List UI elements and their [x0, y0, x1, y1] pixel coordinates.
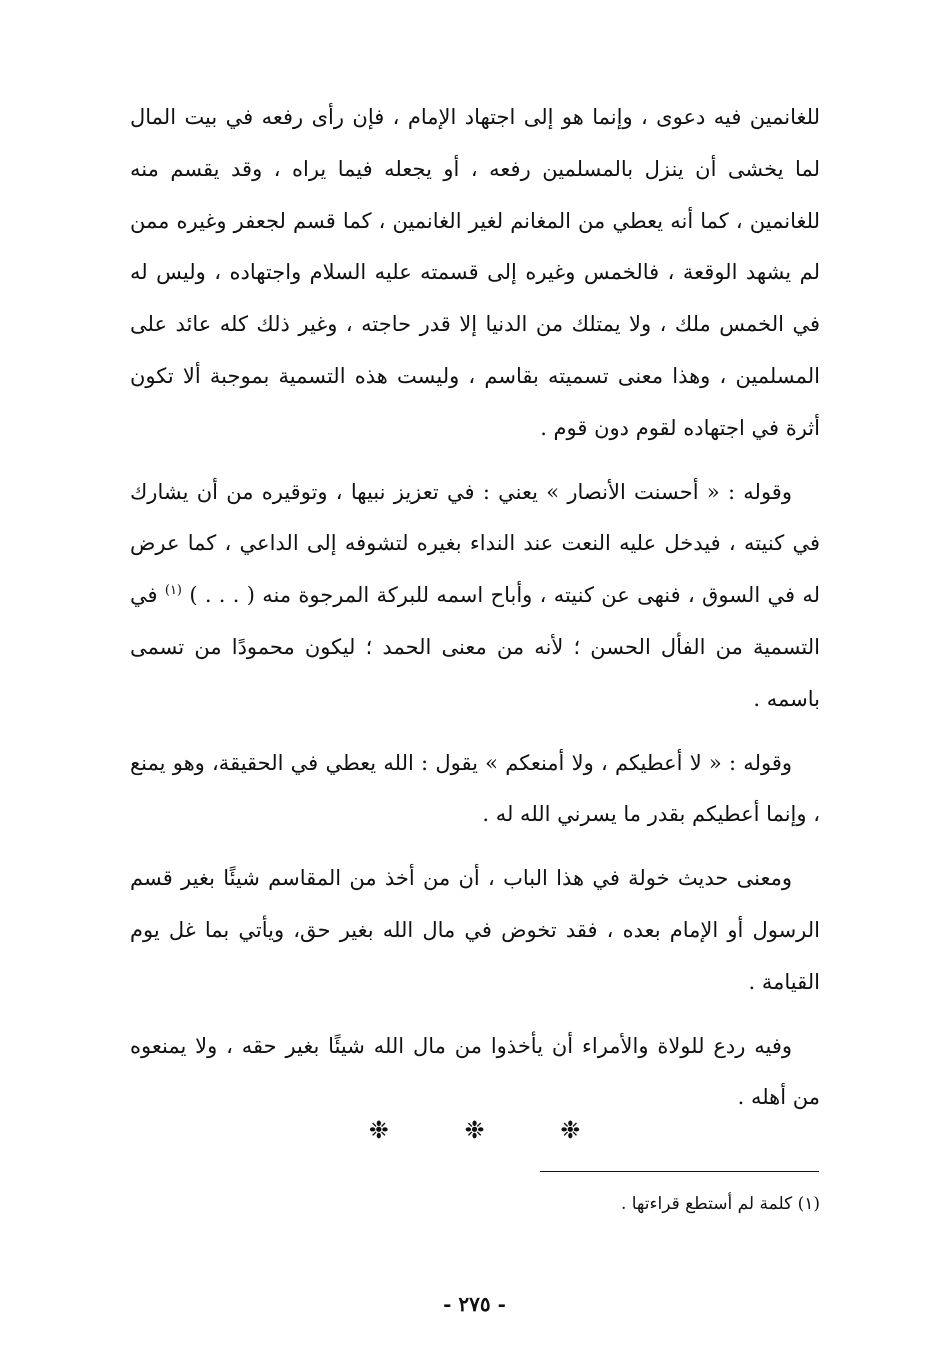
- asterism-icon: ❉: [368, 1116, 389, 1144]
- paragraph-2: [130, 467, 820, 726]
- paragraph-3: وقوله : « لا أعطيكم ، ولا أمنعكم » يقول : الله يعطي في الحقيقة، وهو يمنع ، وإنما أعطيكم بقدر ما يسرني الله له .: [130, 750, 820, 827]
- paragraph-5: وفيه ردع للولاة والأمراء أن يأخذوا من مال الله شيئًا بغير حقه ، ولا يمنعوه من أهله .: [130, 1033, 820, 1110]
- footnote-reference[interactable]: (١): [164, 583, 182, 599]
- page-body: [130, 92, 820, 1124]
- section-divider: [0, 1116, 949, 1144]
- paragraph-4: ومعنى حديث خولة في هذا الباب ، أن من أخذ من المقاسم شيئًا بغير قسم الرسول أو الإمام بعده ، فقد تخوض في مال الله بغير حق، ويأتي بما غل يوم القيامة .: [130, 866, 820, 994]
- asterism-icon: ❉: [560, 1116, 581, 1144]
- paragraph-2-tail: في التسمية من الفأل الحسن ؛ لأنه من معنى الحمد ؛ ليكون محمودًا من تسمى باسمه .: [130, 583, 820, 711]
- footnote-separator: [540, 1171, 819, 1172]
- paragraph-1: للغانمين فيه دعوى ، وإنما هو إلى اجتهاد الإمام ، فإن رأى رفعه في بيت المال لما يخشى أن ينزل بالمسلمين رفعه ، أو يجعله فيما يراه ، وقد يقسم منه للغانمين ، كما أنه يعطي من المغانم لغير الغانمين ، كما قسم لجعفر وغيره ممن لم يشهد الوقعة ، فالخمس وغيره إلى قسمته عليه السلام واجتهاده ، وليس له في الخمس ملك ، ولا يمتلك من الدنيا إلا قدر حاجته ، وغير ذلك كله عائد على المسلمين ، وهذا معنى تسميته بقاسم ، وليست هذه التسمية بموجبة ألا تكون أثرة في اجتهاده لقوم دون قوم .: [130, 105, 820, 440]
- page-number: - ٢٧٥ -: [443, 1292, 506, 1316]
- paragraph-2-text: وقوله : « أحسنت الأنصار » يعني : في تعزيز نبيها ، وتوقيره من أن يشارك في كنيته ، فيدخل عليه النعت عند النداء بغيره لتشوفه إلى الداعي ، كما عرض له في السوق ، فنهى عن كنيته ، وأباح اسمه للبركة المرجوة منه ( . . . ): [130, 479, 820, 608]
- footnote: (١) كلمة لم أستطع قراءتها .: [620, 1194, 820, 1214]
- asterism-icon: ❉: [464, 1116, 485, 1144]
